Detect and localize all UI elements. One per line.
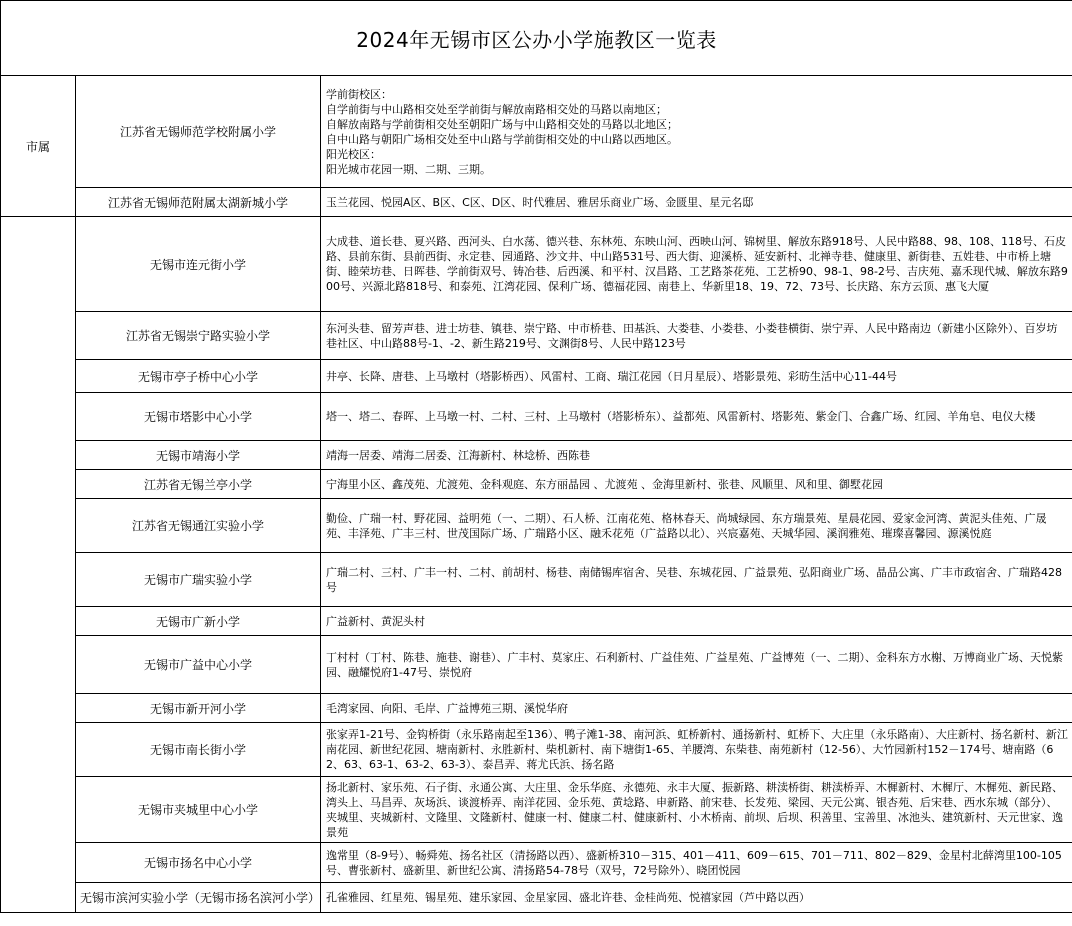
table-title: 2024年无锡市区公办小学施教区一览表 bbox=[1, 1, 1072, 76]
area-line: 大成巷、道长巷、夏兴路、西河头、白水荡、德兴巷、东林苑、东映山河、西映山河、锦树里、解放东路918号、人民中路88、98、108、118号、石皮路、县前东街、县前西街、永定巷、园通路、沙文井、中山路531号、西大街、迎溪桥、延安新村、北禅寺巷、健康里、新街巷、五姓巷、中市桥上塘街、睦荣坊巷、日晖巷、学前街双号、铸冶巷、后西溪、和平村、汉昌路、工艺路茶花苑、工艺桥90、98-1、98-2号、吉庆苑、嘉禾现代城、解放东路900号、兴源北路818号、和泰苑、江湾花园、保利广场、德福花园、南巷上、华新里18、19、72、73号、长庆路、东方云顶、惠飞大厦 bbox=[326, 235, 1068, 293]
table-row bbox=[1, 360, 1072, 393]
enrollment-area-cell bbox=[321, 883, 1072, 913]
enrollment-area-cell bbox=[321, 499, 1072, 553]
area-line: 丁村村（丁村、陈巷、施巷、谢巷）、广丰村、莫家庄、石利新村、广益佳苑、广益星苑、广益博苑（一、二期）、金科东方水榭、万博商业广场、天悦紫园、融耀悦府1-47号、崇悦府 bbox=[326, 650, 1063, 679]
area-line: 东河头巷、留芳声巷、进士坊巷、镇巷、崇宁路、中市桥巷、田基浜、大娄巷、小娄巷、小娄巷横街、崇宁弄、人民中路南边（新建小区除外）、百岁坊巷社区、中山路88号-1、-2、新生路219号、文渊街8号、人民中路123号 bbox=[326, 321, 1058, 350]
school-name-cell: 无锡市亭子桥中心小学 bbox=[76, 360, 321, 393]
school-name-cell: 无锡市靖海小学 bbox=[76, 441, 321, 470]
school-name-cell: 无锡市夹城里中心小学 bbox=[76, 777, 321, 843]
table-row bbox=[1, 694, 1072, 723]
table-row bbox=[1, 499, 1072, 553]
area-line: 阳光城市花园一期、二期、三期。 bbox=[326, 162, 491, 176]
table-row bbox=[1, 76, 1072, 188]
school-name-cell: 江苏省无锡崇宁路实验小学 bbox=[76, 312, 321, 360]
table-row bbox=[1, 777, 1072, 843]
area-line: 张家弄1-21号、金钩桥街（永乐路南起至136）、鸭子滩1-38、南河浜、虹桥新村、通扬新村、虹桥下、大庄里（永乐路南）、大庄新村、扬名新村、新江南花园、新世纪花园、塘南新村、永胜新村、柴机新村、南下塘街1-65、羊腰湾、东柴巷、南苑新村（12-56）、大竹园新村152－174号、塘南路（62、63、63-1、63-2、63-3）、泰昌弄、蒋尤氏浜、扬名路 bbox=[326, 728, 1068, 771]
school-name-cell: 江苏省无锡通江实验小学 bbox=[76, 499, 321, 553]
table-row bbox=[1, 441, 1072, 470]
school-name-cell: 无锡市连元街小学 bbox=[76, 217, 321, 312]
area-line: 扬北新村、家乐苑、石子街、永通公寓、大庄里、金乐华庭、永德苑、永丰大厦、振新路、耕渎桥街、耕渎桥弄、木樨新村、木樨厅、木樨苑、新民路、湾头上、马昌弄、灰场浜、谈渡桥弄、南洋花园、金乐苑、黄埝路、申新路、前宋巷、长发苑、梁园、天元公寓、银杏苑、后宋巷、西水东城（部分）、夹城里、夹城新村、文隆里、文隆新村、健康一村、健康二村、健康新村、小木桥南、前坝、后坝、积善里、宝善里、冰池头、建筑新村、天元世家、逸景苑 bbox=[326, 780, 1063, 839]
area-line: 宁海里小区、鑫茂苑、尤渡苑、金科观庭、东方丽晶园 、尤渡苑 、金海里新村、张巷、风顺里、风和里、御墅花园 bbox=[326, 477, 883, 491]
table-row bbox=[1, 723, 1072, 777]
enrollment-area-cell bbox=[321, 694, 1072, 723]
table-row bbox=[1, 312, 1072, 360]
table-row bbox=[1, 553, 1072, 607]
school-name-cell: 无锡市扬名中心小学 bbox=[76, 843, 321, 883]
enrollment-area-cell bbox=[321, 393, 1072, 441]
table-row bbox=[1, 883, 1072, 913]
enrollment-area-cell bbox=[321, 607, 1072, 636]
school-name-cell: 江苏省无锡师范附属太湖新城小学 bbox=[76, 188, 321, 217]
area-line: 逸常里（8-9号）、畅舜苑、扬名社区（清扬路以西）、盛新桥310－315、401－411、609－615、701－711、802－829、金星村北薛湾里100-105号、曹张新村、盛新里、新世纪公寓、清扬路54-78号（双号，72号除外）、晓团悦园 bbox=[326, 848, 1062, 877]
enrollment-area-cell bbox=[321, 843, 1072, 883]
area-line: 玉兰花园、悦园A区、B区、C区、D区、时代雅居、雅居乐商业广场、金匮里、星元名邸 bbox=[326, 195, 754, 209]
area-line: 学前街校区： bbox=[326, 87, 392, 101]
table-row bbox=[1, 470, 1072, 499]
table-row bbox=[1, 188, 1072, 217]
school-name-cell: 江苏省无锡师范学校附属小学 bbox=[76, 76, 321, 188]
district-cell: 市属 bbox=[1, 76, 76, 217]
area-line: 靖海一居委、靖海二居委、江海新村、林埝桥、西陈巷 bbox=[326, 448, 590, 462]
school-name-cell: 江苏省无锡兰亭小学 bbox=[76, 470, 321, 499]
area-line: 广益新村、黄泥头村 bbox=[326, 614, 425, 628]
enrollment-area-cell bbox=[321, 470, 1072, 499]
enrollment-area-cell bbox=[321, 553, 1072, 607]
area-line: 塔一、塔二、春晖、上马墩一村、二村、三村、上马墩村（塔影桥东）、益都苑、风雷新村、塔影苑、紫金门、合鑫广场、红园、羊角皂、电仪大楼 bbox=[326, 410, 1036, 423]
school-name-cell: 无锡市塔影中心小学 bbox=[76, 393, 321, 441]
area-line: 井亭、长降、唐巷、上马墩村（塔影桥西）、风雷村、工商、瑞江花园（日月星辰）、塔影景苑、彩昉生活中心11-44号 bbox=[326, 369, 897, 383]
table-row bbox=[1, 393, 1072, 441]
district-cell bbox=[1, 217, 76, 913]
enrollment-area-cell bbox=[321, 441, 1072, 470]
enrollment-area-cell bbox=[321, 777, 1072, 843]
school-name-cell: 无锡市南长街小学 bbox=[76, 723, 321, 777]
table-row bbox=[1, 636, 1072, 694]
area-line: 自解放南路与学前街相交处至朝阳广场与中山路相交处的马路以北地区； bbox=[326, 117, 678, 131]
enrollment-area-cell bbox=[321, 723, 1072, 777]
school-name-cell: 无锡市广瑞实验小学 bbox=[76, 553, 321, 607]
enrollment-area-cell bbox=[321, 636, 1072, 694]
area-line: 阳光校区： bbox=[326, 147, 381, 161]
area-line: 毛湾家园、向阳、毛岸、广益博苑三期、溪悦华府 bbox=[326, 701, 568, 715]
table-row bbox=[1, 843, 1072, 883]
table-row bbox=[1, 607, 1072, 636]
area-line: 孔雀雅园、红星苑、锡星苑、建乐家园、金星家园、盛北许巷、金桂尚苑、悦禧家园（芦中路以西） bbox=[326, 891, 810, 904]
area-line: 自中山路与朝阳广场相交处至中山路与学前街相交处的中山路以西地区。 bbox=[326, 132, 678, 146]
enrollment-area-cell bbox=[321, 76, 1072, 188]
school-name-cell: 无锡市新开河小学 bbox=[76, 694, 321, 723]
enrollment-area-cell bbox=[321, 360, 1072, 393]
school-name-cell: 无锡市滨河实验小学（无锡市扬名滨河小学） bbox=[76, 883, 321, 913]
enrollment-area-cell bbox=[321, 217, 1072, 312]
school-name-cell: 无锡市广益中心小学 bbox=[76, 636, 321, 694]
table-row bbox=[1, 217, 1072, 312]
enrollment-area-cell bbox=[321, 188, 1072, 217]
enrollment-area-cell bbox=[321, 312, 1072, 360]
area-line: 勤俭、广瑞一村、野花园、益明苑（一、二期）、石人桥、江南花苑、格林春天、尚城绿园、东方瑞景苑、星晨花园、爱家金河湾、黄泥头佳苑、广晟苑、丰泽苑、广丰三村、世茂国际广场、广瑞路小区、融禾花苑（广益路以北）、兴宸嘉苑、天城华园、溪润雅苑、璀璨喜馨园、源溪悦庭 bbox=[326, 511, 1047, 540]
school-name-cell: 无锡市广新小学 bbox=[76, 607, 321, 636]
area-line: 自学前街与中山路相交处至学前街与解放南路相交处的马路以南地区； bbox=[326, 102, 667, 116]
area-line: 广瑞二村、三村、广丰一村、二村、前胡村、杨巷、南储锡库宿舍、吴巷、东城花园、广益景苑、弘阳商业广场、晶品公寓、广丰市政宿舍、广瑞路428号 bbox=[326, 565, 1062, 594]
